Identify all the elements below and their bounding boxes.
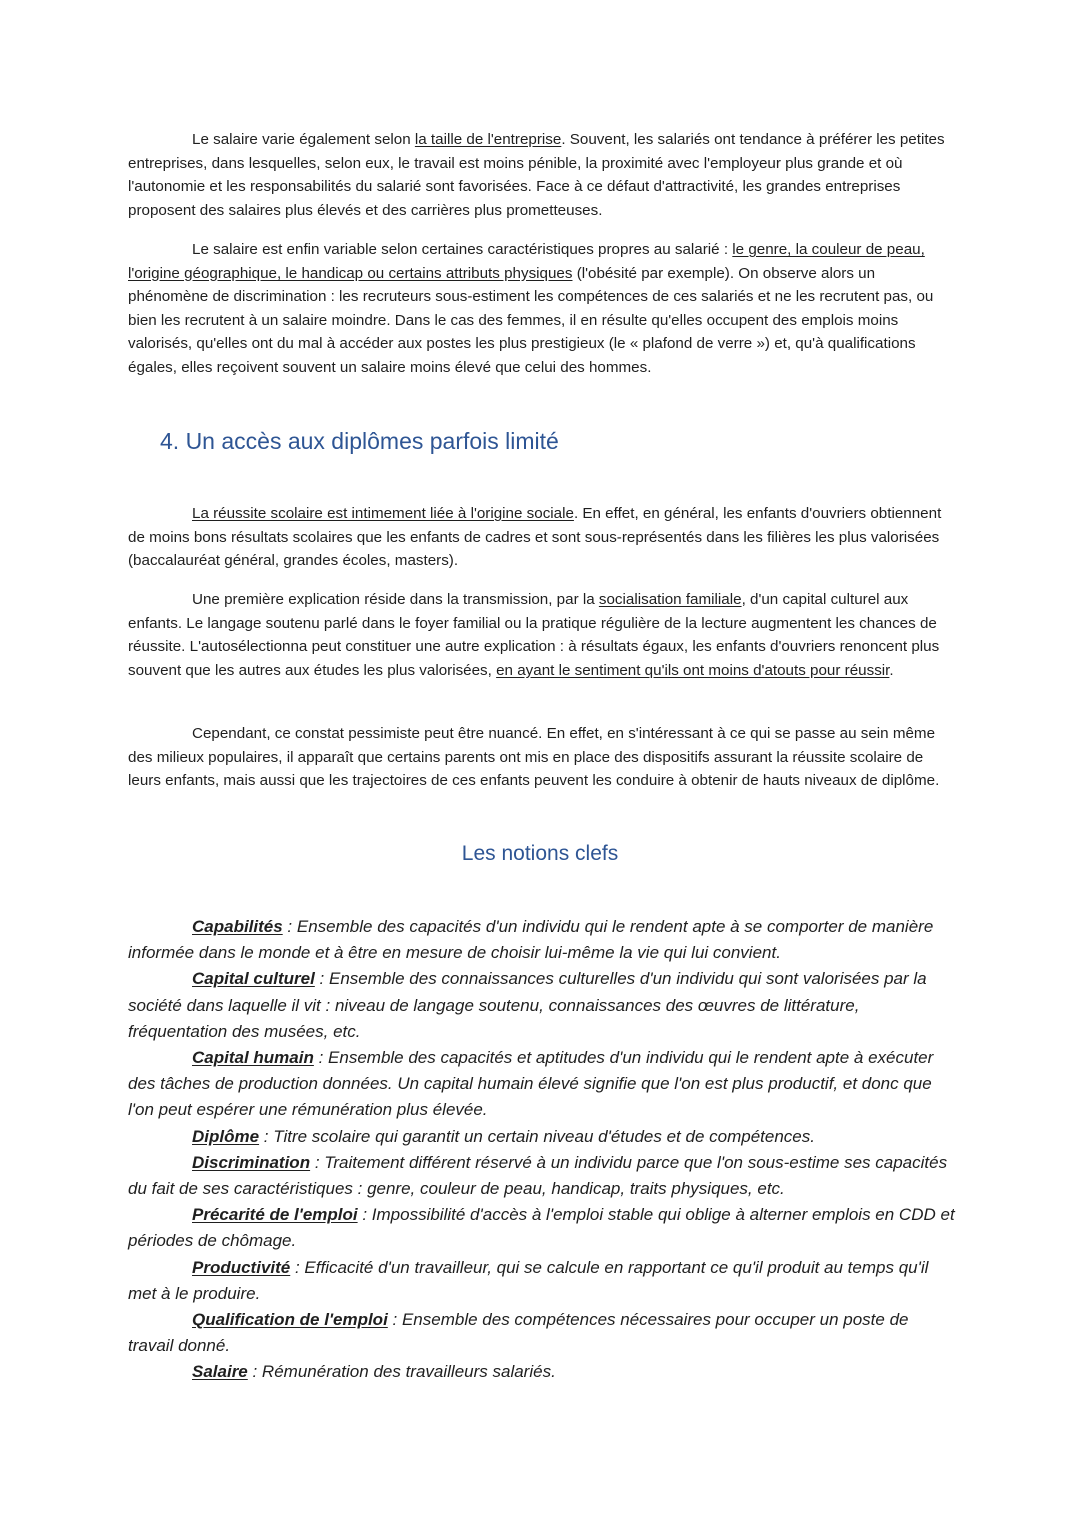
- paragraph-nuance: Cependant, ce constat pessimiste peut être nuancé. En effet, en s'intéressant à ce qui se passe au sein même des milieux populaires, il apparaît que certains parents ont mis en place des dispositifs assurant la réussite scolaire de leurs enfants, mais aussi que les trajectoires de ces enfants peuvent les conduire à obtenir de hauts niveaux de diplôme.: [128, 725, 940, 790]
- underlined-phrase: la taille de l'entreprise: [414, 131, 562, 148]
- definition-term: Capital humain: [192, 1048, 314, 1068]
- definition-term: Productivité: [192, 1257, 291, 1277]
- text: (l'obésité par exemple). On observe alors un phénomène de discrimination : les recruteurs sous-estiment les compétences de ces salariés et ne les recrutent pas, ou bien les recrutent à un salaire moindre. Dans le cas des femmes, il en résulte qu'elles occupent des emplois moins valorisés, qu'elles ont du mal à accéder aux postes les plus prestigieux (le « plafond de verre ») et, qu'à qualifications égales, elles reçoivent souvent un salaire moins élevé que celui des hommes.: [128, 264, 934, 376]
- text: , d'un capital culturel aux enfants. Le langage soutenu parlé dans le foyer familial ou la pratique régulière de la lecture augmentent les chances de réussite. L'autosélectionna peut constituer une autre explication : à résultats égaux, les enfants d'ouvriers renoncent plus souvent que les autres aux études les plus valorisées,: [128, 591, 940, 679]
- definition-item: [128, 966, 958, 1045]
- definition-term: Précarité de l'emploi: [192, 1205, 358, 1225]
- definition-text: : Titre scolaire qui garantit un certain niveau d'études et de compétences.: [259, 1126, 815, 1146]
- definition-term: Capital culturel: [192, 969, 315, 989]
- definition-text: : Traitement différent réservé à un individu parce que l'on sous-estime ses capacités du fait de ses caractéristiques : genre, couleur de peau, handicap, traits physiques, etc.: [128, 1152, 948, 1199]
- definition-item: [128, 1124, 958, 1150]
- definition-item: [128, 1045, 958, 1124]
- definition-item: [128, 1202, 958, 1254]
- text: Une première explication réside dans la transmission, par la: [192, 591, 599, 608]
- definition-term: Salaire: [192, 1362, 248, 1382]
- definition-term: Capabilités: [192, 917, 283, 936]
- definition-text: : Efficacité d'un travailleur, qui se calcule en rapportant ce qu'il produit au temps qu'il met à le produire.: [128, 1257, 929, 1303]
- definition-term: Diplôme: [192, 1126, 260, 1146]
- underlined-phrase: le genre, la couleur de peau, l'origine géographique, le handicap ou certains attributs physiques: [128, 241, 925, 282]
- definition-text: : Impossibilité d'accès à l'emploi stable qui oblige à alterner emplois en CDD et périodes de chômage.: [128, 1205, 955, 1251]
- underlined-phrase: socialisation familiale: [598, 591, 742, 608]
- text: Le salaire varie également selon: [192, 131, 415, 148]
- definition-text: : Ensemble des capacités et aptitudes d'un individu qui le rendent apte à exécuter des tâches de production données. Un capital humain élevé signifie que l'on est plus productif, et donc que l'on peut espérer une rémunération plus élevée.: [128, 1048, 934, 1120]
- notions-heading: Les notions clefs: [461, 842, 619, 865]
- definition-item: [128, 1307, 958, 1359]
- paragraph-discrimination: [128, 238, 954, 380]
- text: .: [889, 661, 894, 679]
- definition-item: [128, 1359, 958, 1385]
- definition-text: : Ensemble des compétences nécessaires pour occuper un poste de travail donné.: [128, 1310, 909, 1356]
- definitions-list: [128, 914, 958, 1386]
- definition-term: Qualification de l'emploi: [192, 1310, 388, 1330]
- text: Le salaire est enfin variable selon certaines caractéristiques propres au salarié :: [192, 241, 733, 258]
- underlined-phrase: en ayant le sentiment qu'ils ont moins d'atouts pour réussir: [496, 661, 890, 679]
- paragraph-school-success: [128, 502, 954, 573]
- paragraph-firm-size: [128, 128, 954, 222]
- text: . En effet, en général, les enfants d'ouvriers obtiennent de moins bons résultats scolaires que les enfants de cadres et sont sous-représentés dans les filières les plus valorisées (baccalauréat général, grandes écoles, masters).: [128, 505, 942, 570]
- definition-item: [128, 1255, 958, 1307]
- underlined-phrase: La réussite scolaire est intimement liée à l'origine sociale: [192, 505, 574, 522]
- paragraph-explanation: [128, 588, 954, 682]
- definition-text: : Rémunération des travailleurs salariés.: [247, 1362, 556, 1382]
- text: . Souvent, les salariés ont tendance à préférer les petites entreprises, dans lesquelles, selon eux, le travail est moins pénible, la proximité avec l'employeur plus grande et où l'autonomie et les responsabilités du salarié sont favorisées. Face à ce défaut d'attractivité, les grandes entreprises proposent des salaires plus élevés et des carrières plus prometteuses.: [128, 131, 945, 219]
- definition-term: Discrimination: [192, 1152, 311, 1172]
- definition-text: : Ensemble des connaissances culturelles d'un individu qui sont valorisées par la société dans laquelle il vit : niveau de langage soutenu, connaissances des œuvres de littérature, fréquentation des musées, etc.: [128, 969, 927, 1041]
- section-heading: 4. Un accès aux diplômes parfois limité: [160, 428, 559, 454]
- definition-item: [128, 914, 958, 966]
- definition-item: [128, 1150, 958, 1202]
- definition-text: : Ensemble des capacités d'un individu qui le rendent apte à se comporter de manière informée dans le monde et à être en mesure de choisir lui-même la vie qui lui convient.: [128, 917, 934, 963]
